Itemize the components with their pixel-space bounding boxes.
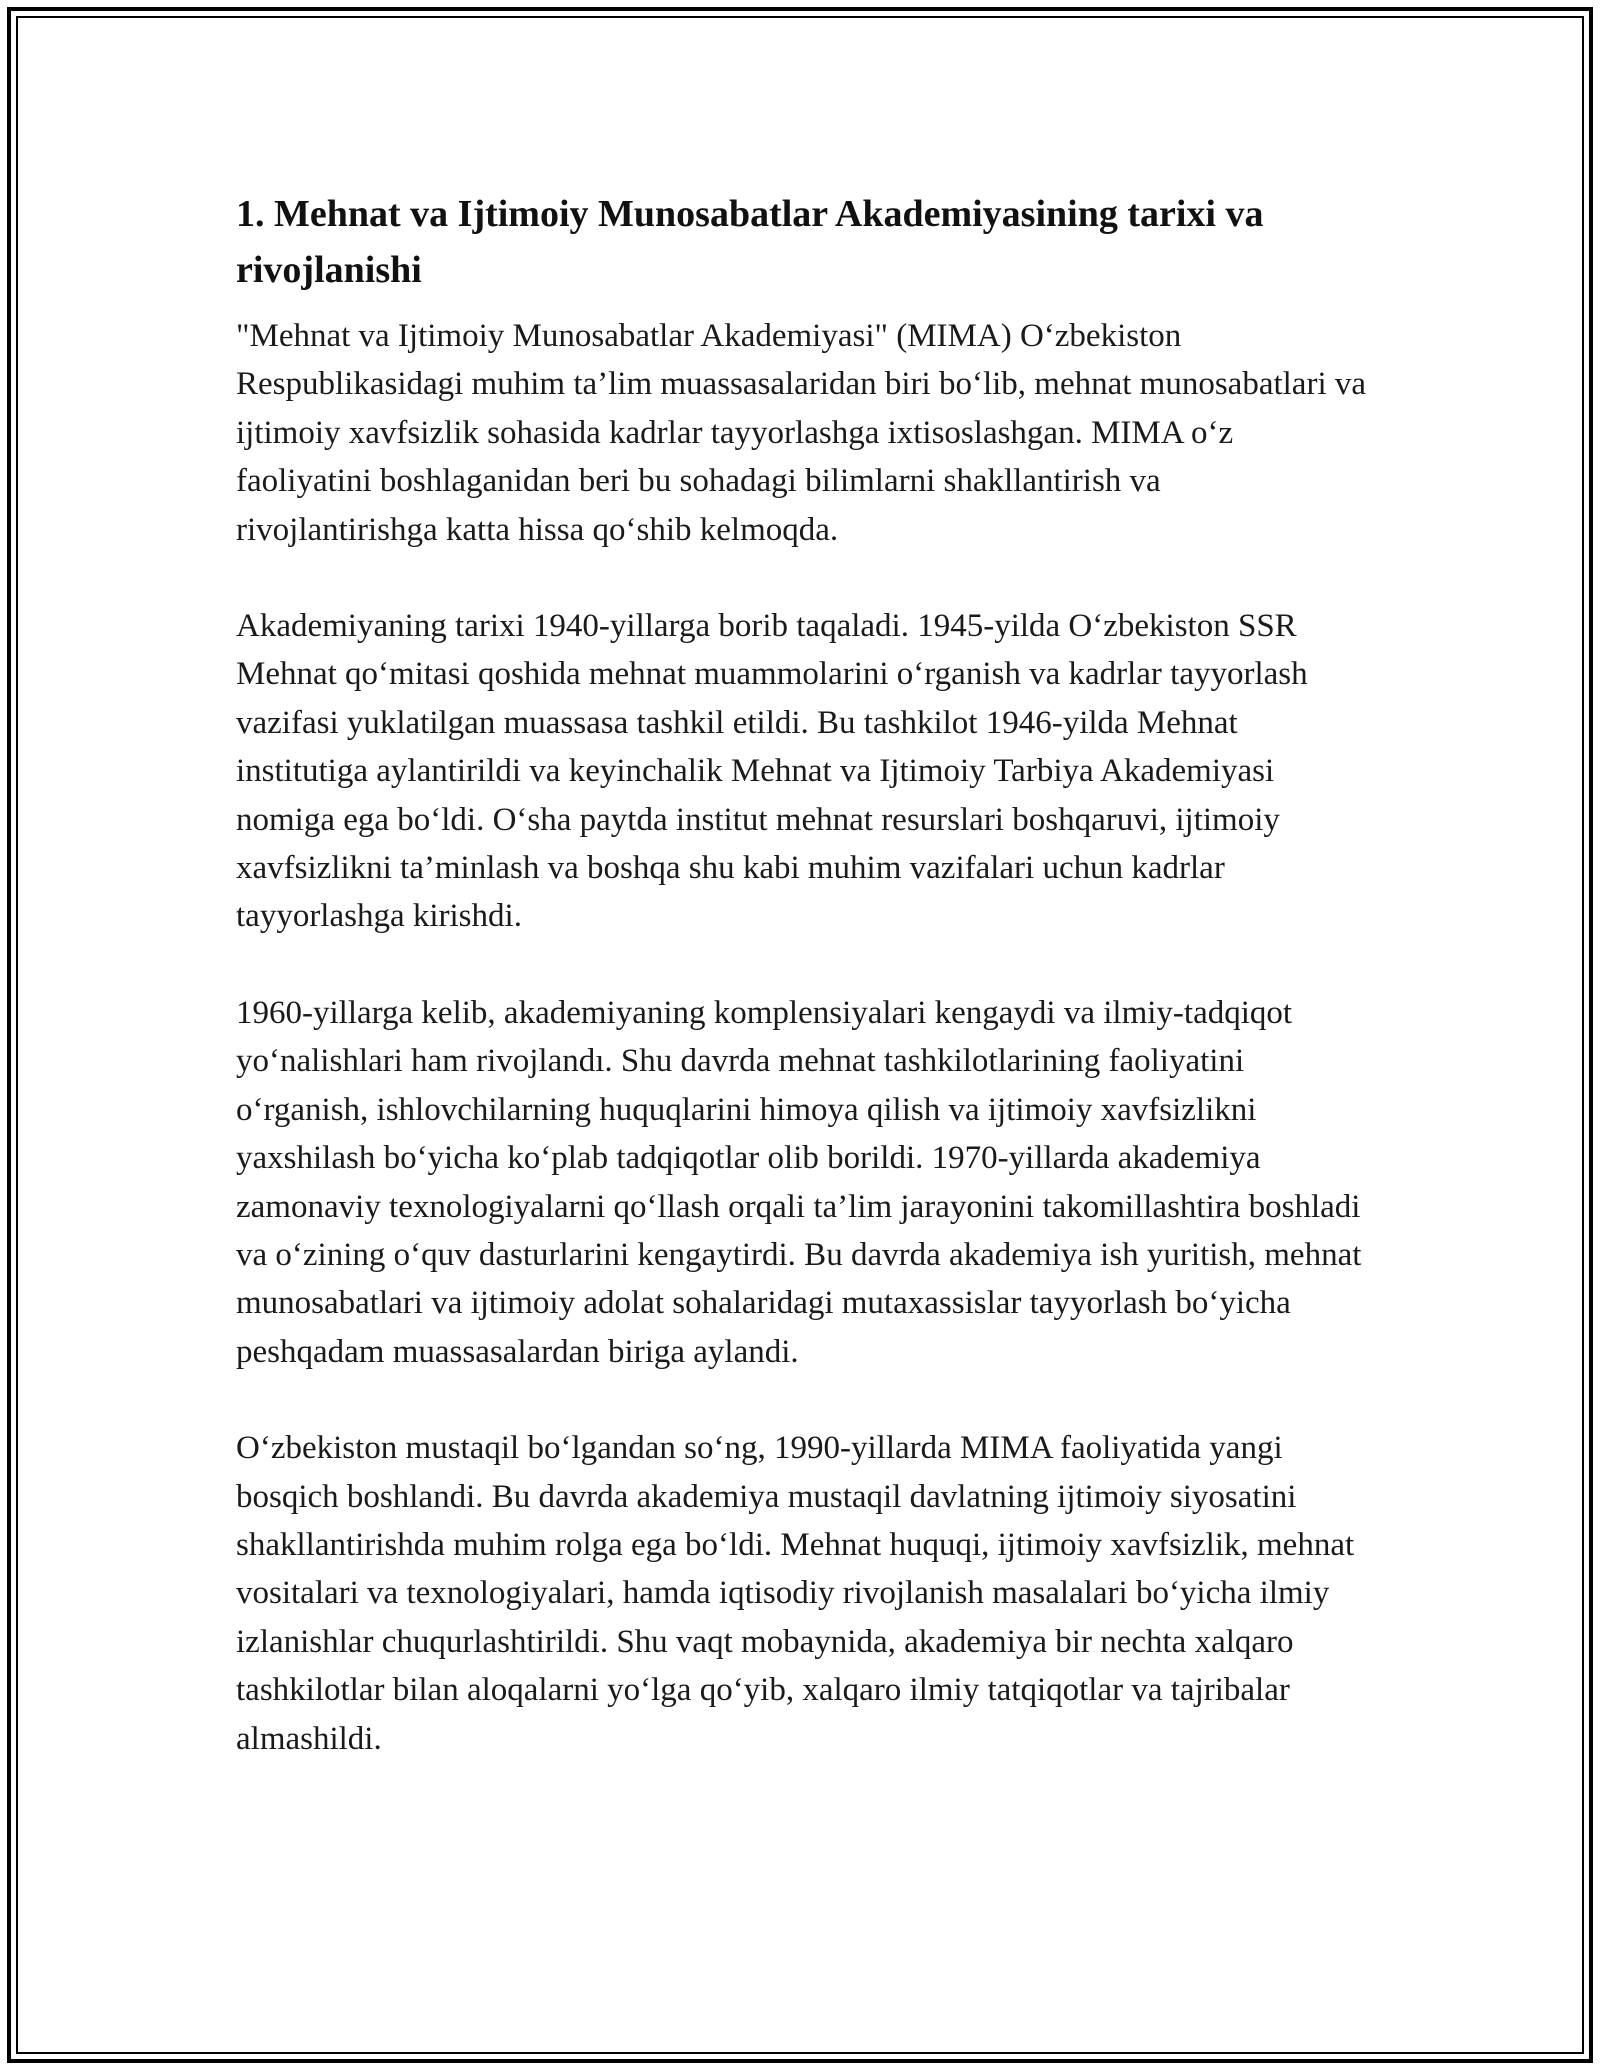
section-heading: 1. Mehnat va Ijtimoiy Munosabatlar Akademiyasining tarixi va rivojlanishi: [236, 193, 1264, 291]
paragraph-history-1990s: O‘zbekiston mustaqil bo‘lgandan so‘ng, 1990-yillarda MIMA faoliyatida yangi bosqich boshlandi. Bu davrda akademiya mustaqil davlatning ijtimoiy siyosatini shakllantirishda muhim rolga ega bo‘ldi. Mehnat huquqi, ijtimoiy xavfsizlik, mehnat vositalari va texnologiyalari, hamda iqtisodiy rivojlanish masalalari bo‘yicha ilmiy izlanishlar chuqurlashtirildi. Shu vaqt mobaynida, akademiya bir nechta xalqaro tashkilotlar bilan aloqalarni yo‘lga qo‘yib, xalqaro ilmiy tatqiqotlar va tajribalar almashildi.: [236, 1430, 1355, 1757]
paragraph-history-1960s: 1960-yillarga kelib, akademiyaning komplensiyalari kengaydi va ilmiy-tadqiqot yo‘nalishlari ham rivojlandı. Shu davrda mehnat tashkilotlarining faoliyatini o‘rganish, ishlovchilarning huquqlarini himoya qilish va ijtimoiy xavfsizlikni yaxshilash bo‘yicha ko‘plab tadqiqotlar olib borildi. 1970-yillarda akademiya zamonaviy texnologiyalarni qo‘llash orqali ta’lim jarayonini takomillashtira boshladi va o‘zining o‘quv dasturlarini kengaytirdi. Bu davrda akademiya ish yuritish, mehnat munosabatlari va ijtimoiy adolat sohalaridagi mutaxassislar tayyorlash bo‘yicha peshqadam muassasalardan biriga aylandi.: [236, 994, 1362, 1370]
document-body: [236, 186, 1366, 1763]
paragraph-history-1940s: Akademiyaning tarixi 1940-yillarga borib taqaladi. 1945-yilda O‘zbekiston SSR Mehnat qo‘mitasi qoshida mehnat muammolarini o‘rganish va kadrlar tayyorlash vazifasi yuklatilgan muassasa tashkil etildi. Bu tashkilot 1946-yilda Mehnat institutiga aylantirildi va keyinchalik Mehnat va Ijtimoiy Tarbiya Akademiyasi nomiga ega bo‘ldi. O‘sha paytda institut mehnat resurslari boshqaruvi, ijtimoiy xavfsizlikni ta’minlash va boshqa shu kabi muhim vazifalari uchun kadrlar tayyorlashga kirishdi.: [236, 608, 1308, 935]
paragraph-intro: "Mehnat va Ijtimoiy Munosabatlar Akademiyasi" (MIMA) O‘zbekiston Respublikasidagi muhim ta’lim muassasalaridan biri bo‘lib, mehnat munosabatlari va ijtimoiy xavfsizlik sohasida kadrlar tayyorlashga ixtisoslashgan. MIMA o‘z faoliyatini boshlaganidan beri bu sohadagi bilimlarni shakllantirish va rivojlantirishga katta hissa qo‘shib kelmoqda.: [236, 318, 1367, 548]
